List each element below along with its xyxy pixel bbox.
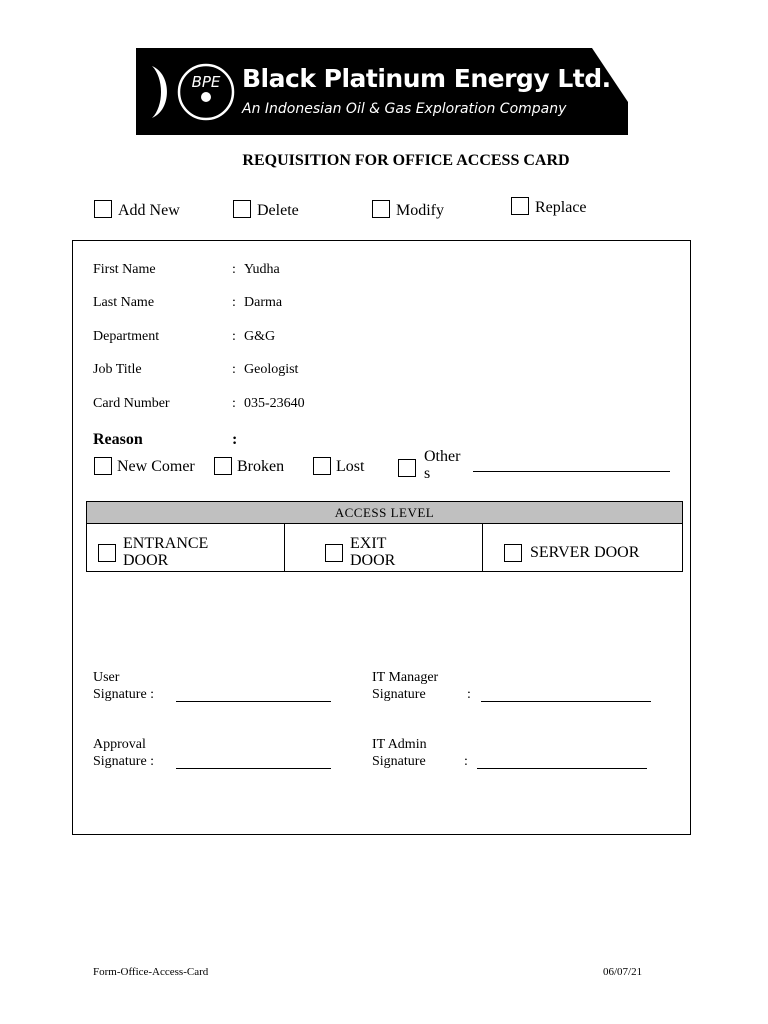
access-divider <box>284 524 285 571</box>
action-delete[interactable] <box>233 200 299 220</box>
last-name-value[interactable]: Darma <box>244 295 283 310</box>
exit-door-label <box>350 535 395 569</box>
approval-signature-line1: Approval <box>93 737 146 752</box>
action-replace[interactable] <box>511 197 587 217</box>
broken-checkbox[interactable] <box>214 457 232 475</box>
first-name-colon: : <box>232 262 236 277</box>
approval-signature-line2: Signature : <box>93 754 155 769</box>
others-input-line[interactable] <box>473 471 670 472</box>
bpe-logo-icon <box>146 60 246 124</box>
entrance-door-checkbox[interactable] <box>98 544 116 562</box>
lost-label: Lost <box>336 458 365 475</box>
access-level-header: ACCESS LEVEL <box>87 502 682 524</box>
exit-door-checkbox[interactable] <box>325 544 343 562</box>
it-manager-signature-line[interactable] <box>481 701 651 702</box>
it-admin-signature-line2: Signature <box>372 754 426 769</box>
company-tagline: An Indonesian Oil & Gas Exploration Company <box>242 101 567 117</box>
department-value[interactable]: G&G <box>244 329 276 344</box>
others-label-line1: Other <box>424 448 461 465</box>
server-door-checkbox[interactable] <box>504 544 522 562</box>
entrance-door-line1: ENTRANCE <box>123 535 209 552</box>
first-name-value[interactable]: Yudha <box>244 262 280 277</box>
broken-label: Broken <box>237 458 285 475</box>
it-manager-signature-line1: IT Manager <box>372 670 439 685</box>
it-admin-signature-label <box>372 736 427 770</box>
action-add-new[interactable] <box>94 200 180 220</box>
company-name: Black Platinum Energy Ltd. <box>242 64 611 93</box>
replace-label: Replace <box>535 199 587 216</box>
last-name-label: Last Name <box>93 295 155 310</box>
exit-door-line1: EXIT <box>350 535 387 552</box>
department-colon: : <box>232 329 236 344</box>
approval-signature-line[interactable] <box>176 768 331 769</box>
it-manager-signature-label <box>372 669 438 703</box>
card-number-value[interactable]: 035-23640 <box>244 396 305 411</box>
delete-label: Delete <box>257 202 299 219</box>
action-modify[interactable] <box>372 200 444 220</box>
access-divider <box>482 524 483 571</box>
add-new-label: Add New <box>118 202 180 219</box>
job-title-colon: : <box>232 362 236 377</box>
user-signature-line1: User <box>93 670 120 685</box>
job-title-label: Job Title <box>93 362 142 377</box>
exit-door-line2: DOOR <box>350 552 396 569</box>
reason-new-comer[interactable] <box>94 457 195 476</box>
reason-label: Reason <box>93 431 143 448</box>
it-admin-colon: : <box>464 754 468 769</box>
it-admin-signature-line[interactable] <box>477 768 647 769</box>
form-title: REQUISITION FOR OFFICE ACCESS CARD <box>242 152 570 169</box>
new-comer-label: New Comer <box>117 458 195 475</box>
job-title-value[interactable]: Geologist <box>244 362 299 377</box>
user-signature-line[interactable] <box>176 701 331 702</box>
add-new-checkbox[interactable] <box>94 200 112 218</box>
others-label-line2: s <box>424 465 431 482</box>
last-name-colon: : <box>232 295 236 310</box>
delete-checkbox[interactable] <box>233 200 251 218</box>
server-door-label: SERVER DOOR <box>530 544 640 561</box>
reason-lost[interactable] <box>313 457 364 476</box>
others-label <box>424 448 460 482</box>
first-name-label: First Name <box>93 262 156 277</box>
reason-colon: : <box>232 431 238 448</box>
modify-checkbox[interactable] <box>372 200 390 218</box>
it-manager-colon: : <box>467 687 471 702</box>
replace-checkbox[interactable] <box>511 197 529 215</box>
department-label: Department <box>93 329 160 344</box>
card-number-label: Card Number <box>93 396 170 411</box>
footer-form-code: Form-Office-Access-Card <box>93 966 209 978</box>
it-admin-signature-line1: IT Admin <box>372 737 427 752</box>
entrance-door-line2: DOOR <box>123 552 169 569</box>
logo-text: BPE <box>191 73 221 91</box>
approval-signature-label <box>93 736 154 770</box>
card-number-colon: : <box>232 396 236 411</box>
user-signature-line2: Signature : <box>93 687 155 702</box>
new-comer-checkbox[interactable] <box>94 457 112 475</box>
modify-label: Modify <box>396 202 444 219</box>
it-manager-signature-line2: Signature <box>372 687 426 702</box>
entrance-door-label <box>123 535 208 569</box>
footer-date: 06/07/21 <box>603 966 643 978</box>
user-signature-label <box>93 669 154 703</box>
others-checkbox[interactable] <box>398 459 416 477</box>
reason-broken[interactable] <box>214 457 284 476</box>
lost-checkbox[interactable] <box>313 457 331 475</box>
